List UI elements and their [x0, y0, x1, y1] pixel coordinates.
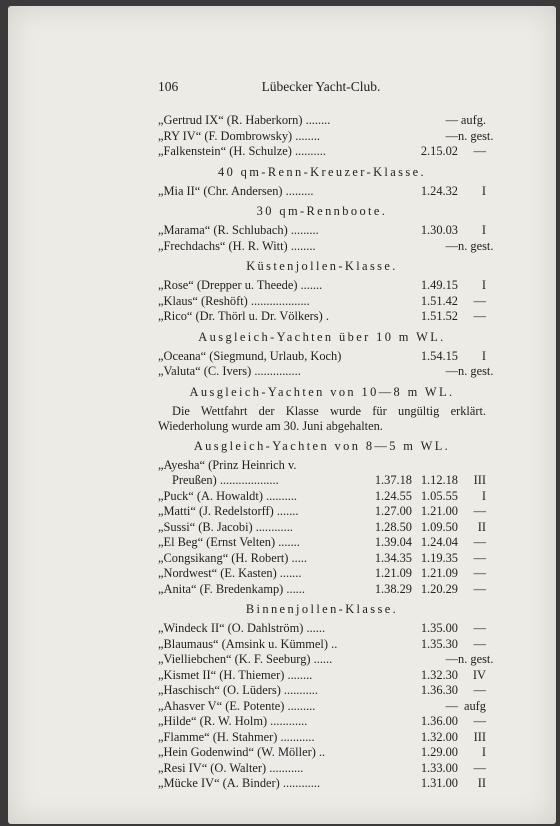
result-row: [158, 473, 486, 489]
result-row: [158, 184, 486, 200]
placing: —: [473, 621, 486, 635]
placing: —: [473, 293, 486, 308]
boat-owner: „Rose“ (Drepper u. Theede) .......: [158, 278, 323, 292]
boat-owner: „Rico“ (Dr. Thörl u. Dr. Völkers) .: [158, 309, 329, 323]
sailed-time: 1.34.35: [374, 550, 412, 565]
sailed-time: [356, 144, 412, 160]
placing: —: [473, 504, 486, 518]
sailed-time: [356, 637, 412, 653]
boat-owner: „Hilde“ (R. W. Holm) ............: [158, 714, 308, 728]
result-row: [158, 714, 486, 730]
placing: aufg: [463, 698, 486, 713]
page-number: 106: [158, 79, 179, 94]
boat-owner: „Mücke IV“ (A. Binder) ............: [158, 776, 321, 790]
placing: n. gest.: [458, 364, 494, 378]
sailed-time: 1.39.04: [374, 535, 412, 549]
calculated-time: 1.29.00: [420, 745, 458, 759]
calculated-time: 1.51.42: [420, 293, 458, 308]
calculated-time: 1.24.32: [420, 183, 458, 198]
result-row: [158, 699, 486, 715]
class-heading: 30 qm-Rennboote.: [256, 204, 388, 218]
result-row: [158, 730, 486, 746]
result-row: [158, 668, 486, 684]
sailed-time: 1.37.18: [374, 473, 412, 487]
calculated-time: 1.36.00: [420, 714, 458, 728]
placing: I: [481, 278, 486, 292]
sailed-time: [356, 184, 412, 200]
placing: —: [473, 636, 486, 651]
sailed-time: 1.27.00: [374, 504, 412, 518]
result-row: [158, 520, 486, 536]
boat-owner: „Matti“ (J. Redelstorff) .......: [158, 504, 299, 518]
result-row: [158, 349, 486, 365]
calculated-time: 1.05.55: [420, 488, 458, 503]
sailed-time: [356, 239, 412, 255]
sailed-time: [356, 761, 412, 777]
result-row: [158, 489, 486, 505]
result-row: [158, 637, 486, 653]
boat-owner: „Flamme“ (H. Stahmer) ...........: [158, 729, 315, 744]
class-heading: Ausgleich-Yachten von 8—5 m WL.: [193, 438, 451, 453]
boat-owner: „RY IV“ (F. Dombrowsky) ........: [158, 128, 321, 143]
boat-owner: „Mia II“ (Chr. Andersen) .........: [158, 183, 314, 198]
calculated-time: 1.54.15: [420, 348, 458, 363]
result-row: [158, 683, 486, 699]
sailed-time: 1.24.55: [374, 488, 412, 503]
boat-owner: „Nordwest“ (E. Kasten) .......: [158, 566, 302, 580]
sailed-time: [356, 621, 412, 637]
calculated-time: 1.09.50: [420, 519, 458, 534]
sailed-time: 1.21.09: [374, 566, 412, 580]
sailed-time: [356, 113, 412, 129]
class-heading: Küstenjollen-Klasse.: [246, 259, 398, 273]
running-title: Lübecker Yacht-Club.: [261, 79, 381, 94]
boat-owner: „Klaus“ (Reshöft) ...................: [158, 293, 310, 308]
placing: II: [477, 776, 486, 790]
page-header: [158, 79, 486, 113]
class-heading: Ausgleich-Yachten über 10 m WL.: [198, 329, 446, 344]
sailed-time: [356, 223, 412, 239]
sailed-time: [356, 668, 412, 684]
placing: I: [481, 745, 486, 759]
boat-owner: „Blaumaus“ (Amsink u. Kümmel) ..: [158, 636, 338, 651]
result-row: [158, 535, 486, 551]
sailed-time: [356, 278, 412, 294]
placing: —: [473, 683, 486, 697]
boat-owner: „Congsikang“ (H. Robert) .....: [158, 550, 308, 565]
boat-owner: „Hein Godenwind“ (W. Möller) ..: [158, 745, 326, 759]
calculated-time: —: [445, 238, 458, 253]
result-row: [158, 144, 486, 160]
sailed-time: [356, 776, 412, 792]
calculated-time: 1.21.00: [420, 504, 458, 518]
calculated-time: —: [445, 652, 458, 666]
calculated-time: 1.24.04: [420, 535, 458, 549]
sailed-time: [356, 730, 412, 746]
result-row: [158, 745, 486, 761]
calculated-time: —: [445, 128, 458, 143]
result-row: [158, 309, 486, 325]
sailed-time: [356, 699, 412, 715]
calculated-time: 1.36.30: [420, 683, 458, 697]
class-heading: Ausgleich-Yachten von 10—8 m WL.: [189, 384, 455, 399]
result-row: [158, 223, 486, 239]
calculated-time: 1.33.00: [420, 760, 458, 775]
boat-owner: „Valuta“ (C. Ivers) ...............: [158, 364, 301, 378]
result-row: [158, 364, 494, 380]
calculated-time: 1.35.00: [420, 621, 458, 635]
placing: —: [473, 760, 486, 775]
calculated-time: 1.20.29: [420, 581, 458, 596]
calculated-time: —: [445, 364, 458, 378]
result-row: [158, 113, 486, 129]
placing: —: [473, 144, 486, 158]
result-row: [158, 294, 486, 310]
sailed-time: [356, 652, 412, 668]
placing: —: [473, 535, 486, 549]
sailed-time: [356, 349, 412, 365]
book-page: [8, 6, 556, 824]
boat-owner: „Haschisch“ (O. Lüders) ...........: [158, 683, 318, 697]
class-heading: 40 qm-Renn-Kreuzer-Klasse.: [217, 164, 427, 179]
placing: IV: [472, 667, 486, 682]
entry-first-line: „Ayesha“ (Prinz Heinrich v.: [158, 457, 297, 472]
placing: —: [473, 581, 486, 596]
calculated-time: 1.35.30: [420, 636, 458, 651]
result-row: [158, 761, 486, 777]
sailed-time: [356, 714, 412, 730]
calculated-time: 1.49.15: [420, 278, 458, 292]
result-row: [158, 566, 486, 582]
boat-owner: „Marama“ (R. Schlubach) .........: [158, 223, 319, 237]
result-row: [158, 504, 486, 520]
placing: I: [481, 488, 486, 503]
placing: aufg.: [460, 113, 486, 127]
class-heading: Binnenjollen-Klasse.: [245, 602, 399, 616]
calculated-time: 1.32.30: [420, 667, 458, 682]
result-row: [158, 551, 486, 567]
boat-owner: „Ahasver V“ (E. Potente) .........: [158, 698, 316, 713]
calculated-time: 1.19.35: [420, 550, 458, 565]
calculated-time: 1.32.00: [420, 729, 458, 744]
results-list: [158, 113, 494, 792]
boat-owner: „El Beg“ (Ernst Velten) .......: [158, 535, 300, 549]
boat-owner: „Vielliebchen“ (K. F. Seeburg) ......: [158, 652, 333, 666]
placing: —: [473, 550, 486, 565]
sailed-time: 1.38.29: [374, 581, 412, 596]
boat-owner: „Kismet II“ (H. Thiemer) ........: [158, 667, 313, 682]
result-row: [158, 238, 494, 255]
result-row: [158, 652, 494, 668]
result-row: [158, 582, 486, 598]
class-note: Die Wettfahrt der Klasse wurde für ungültig erklärt. Wiederholung wurde am 30. Juni abgehalten.: [158, 403, 486, 433]
boat-owner: „Windeck II“ (O. Dahlström) ......: [158, 621, 326, 635]
calculated-time: 1.30.03: [420, 223, 458, 237]
placing: I: [481, 183, 486, 198]
result-row: [158, 278, 486, 294]
boat-owner: „Puck“ (A. Howaldt) ..........: [158, 488, 298, 503]
sailed-time: [356, 683, 412, 699]
placing: n. gest.: [458, 238, 494, 253]
placing: —: [473, 714, 486, 728]
placing: II: [477, 519, 486, 534]
placing: —: [473, 566, 486, 580]
calculated-time: 1.21.09: [420, 566, 458, 580]
boat-owner: „Gertrud IX“ (R. Haberkorn) ........: [158, 113, 331, 127]
placing: III: [473, 729, 486, 744]
sailed-time: [356, 364, 412, 380]
calculated-time: —: [445, 113, 458, 127]
calculated-time: 1.51.52: [420, 309, 458, 323]
placing: n. gest.: [458, 128, 494, 143]
calculated-time: —: [445, 698, 458, 713]
sailed-time: [356, 294, 412, 310]
calculated-time: 1.12.18: [420, 473, 458, 487]
boat-owner: „Resi IV“ (O. Walter) ...........: [158, 760, 304, 775]
placing: I: [481, 223, 486, 237]
boat-owner: Preußen) ...................: [172, 473, 279, 487]
result-row: [158, 776, 486, 792]
placing: —: [473, 309, 486, 323]
placing: n. gest.: [458, 652, 494, 666]
placing: I: [481, 348, 486, 363]
boat-owner: „Oceana“ (Siegmund, Urlaub, Koch): [158, 348, 342, 363]
result-row: [158, 128, 494, 145]
calculated-time: 1.31.00: [420, 776, 458, 790]
boat-owner: „Falkenstein“ (H. Schulze) ..........: [158, 144, 326, 158]
sailed-time: [356, 745, 412, 761]
result-row: [158, 621, 486, 637]
page-text-block: [158, 79, 494, 792]
boat-owner: „Sussi“ (B. Jacobi) ............: [158, 519, 293, 534]
calculated-time: 2.15.02: [420, 144, 458, 158]
boat-owner: „Frechdachs“ (H. R. Witt) ........: [158, 238, 316, 253]
boat-owner: „Anita“ (F. Bredenkamp) ......: [158, 581, 305, 596]
placing: III: [473, 473, 486, 487]
sailed-time: [356, 309, 412, 325]
sailed-time: 1.28.50: [374, 519, 412, 534]
sailed-time: [356, 129, 412, 145]
